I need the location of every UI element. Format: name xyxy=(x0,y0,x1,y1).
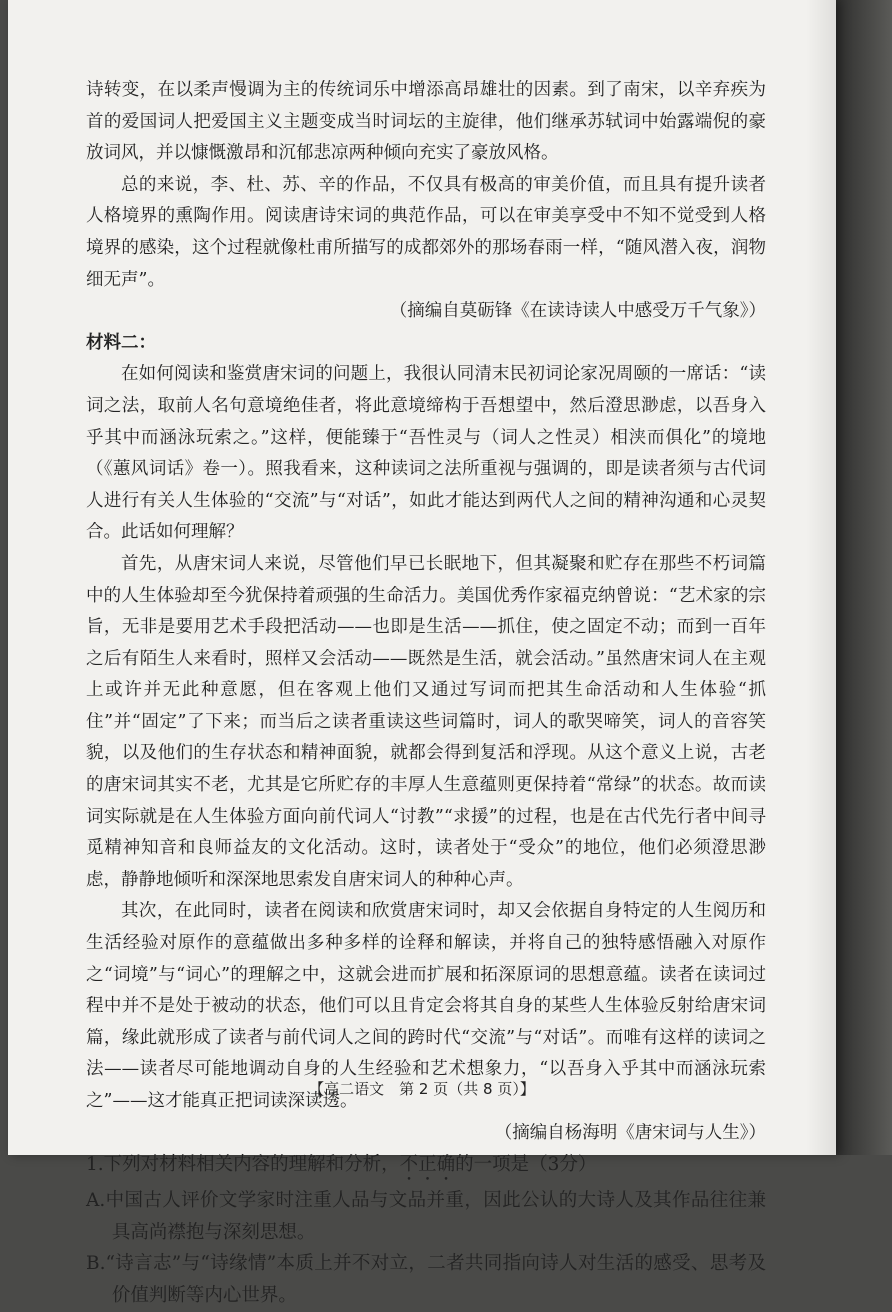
paragraph-1: 诗转变，在以柔声慢调为主的传统词乐中增添高昂雄壮的因素。到了南宋，以辛弃疾为首的爱国词人把爱国主义主题变成当时词坛的主旋律，他们继承苏轼词中始露端倪的豪放词风，并以慷慨激昂和沉郁悲凉两种倾向充实了豪放风格。 xyxy=(86,80,766,164)
paragraph-2: 总的来说，李、杜、苏、辛的作品，不仅具有极高的审美价值，而且具有提升读者人格境界的熏陶作用。阅读唐诗宋词的典范作品，可以在审美享受中不知不觉受到人格境界的感染，这个过程就像杜甫所描写的成都郊外的那场春雨一样，“随风潜入夜，润物细无声”。 xyxy=(86,174,766,290)
emphasis-dots: 不正确 xyxy=(399,1154,456,1176)
exam-page xyxy=(8,0,836,1306)
section-heading: 材料二： xyxy=(86,332,156,353)
source-1: （摘编自莫砺锋《在读诗读人中感受万千气象》） xyxy=(389,301,766,322)
paragraph-5: 其次，在此同时，读者在阅读和欣赏唐宋词时，却又会依据自身特定的人生阅历和生活经验对原作的意蕴做出多种多样的诠释和解读，并将自己的独特感悟融入对原作之“词境”与“词心”的理解之中，这就会进而扩展和拓深原词的思想意蕴。读者在读词过程中并不是处于被动的状态，他们可以且肯定会将其自身的某些人生体验反射给唐宋词篇，缘此就形成了读者与前代词人之间的跨时代“交流”与“对话”。而唯有这样的读词之法——读者尽可能地调动自身的人生经验和艺术想象力，“以吾身入乎其中而涵泳玩索之”——这才能真正把词读深读透。 xyxy=(86,901,766,1111)
option-b: B.“诗言志”与“诗缘情”本质上并不对立，二者共同指向诗人对生活的感受、思考及价值判断等内心世界。 xyxy=(86,1253,766,1306)
source-2: （摘编自杨海明《唐宋词与人生》） xyxy=(494,1122,766,1143)
page-text xyxy=(86,75,766,1312)
question-1: 1.下列对材料相关内容的理解和分析，不正确的一项是（3分） xyxy=(86,1154,597,1176)
background-edge xyxy=(836,0,892,1155)
option-a: A.中国古人评价文学家时注重人品与文品并重，因此公认的大诗人及其作品往往兼具高尚襟抱与深刻思想。 xyxy=(86,1190,766,1243)
page-footer: 【高二语文 第 2 页（共 8 页）】 xyxy=(309,1080,535,1098)
paragraph-3: 在如何阅读和鉴赏唐宋词的问题上，我很认同清末民初词论家况周颐的一席话：“读词之法，取前人名句意境绝佳者，将此意境缔构于吾想望中，然后澄思渺虑，以吾身入乎其中而涵泳玩索之。”这样，便能臻于“吾性灵与（词人之性灵）相浃而俱化”的境地（《蕙风词话》卷一）。照我看来，这种读词之法所重视与强调的，即是读者须与古代词人进行有关人生体验的“交流”与“对话”，如此才能达到两代人之间的精神沟通和心灵契合。此话如何理解？ xyxy=(86,364,766,543)
paragraph-4: 首先，从唐宋词人来说，尽管他们早已长眠地下，但其凝聚和贮存在那些不朽词篇中的人生体验却至今犹保持着顽强的生命活力。美国优秀作家福克纳曾说：“艺术家的宗旨，无非是要用艺术手段把活动——也即是生活——抓住，使之固定不动；而到一百年之后有陌生人来看时，照样又会活动——既然是生活，就会活动。”虽然唐宋词人在主观上或许并无此种意愿，但在客观上他们又通过写词而把其生命活动和人生体验“抓住”并“固定”了下来；而当后之读者重读这些词篇时，词人的歌哭啼笑，词人的音容笑貌，以及他们的生存状态和精神面貌，就都会得到复活和浮现。从这个意义上说，古老的唐宋词其实不老，尤其是它所贮存的丰厚人生意蕴则更保持着“常绿”的状态。故而读词实际就是在人生体验方面向前代词人“讨教”“求援”的过程，也是在古代先行者中间寻觅精神知音和良师益友的文化活动。这时，读者处于“受众”的地位，他们必须澄思渺虑，静静地倾听和深深地思索发自唐宋词人的种种心声。 xyxy=(86,553,766,890)
